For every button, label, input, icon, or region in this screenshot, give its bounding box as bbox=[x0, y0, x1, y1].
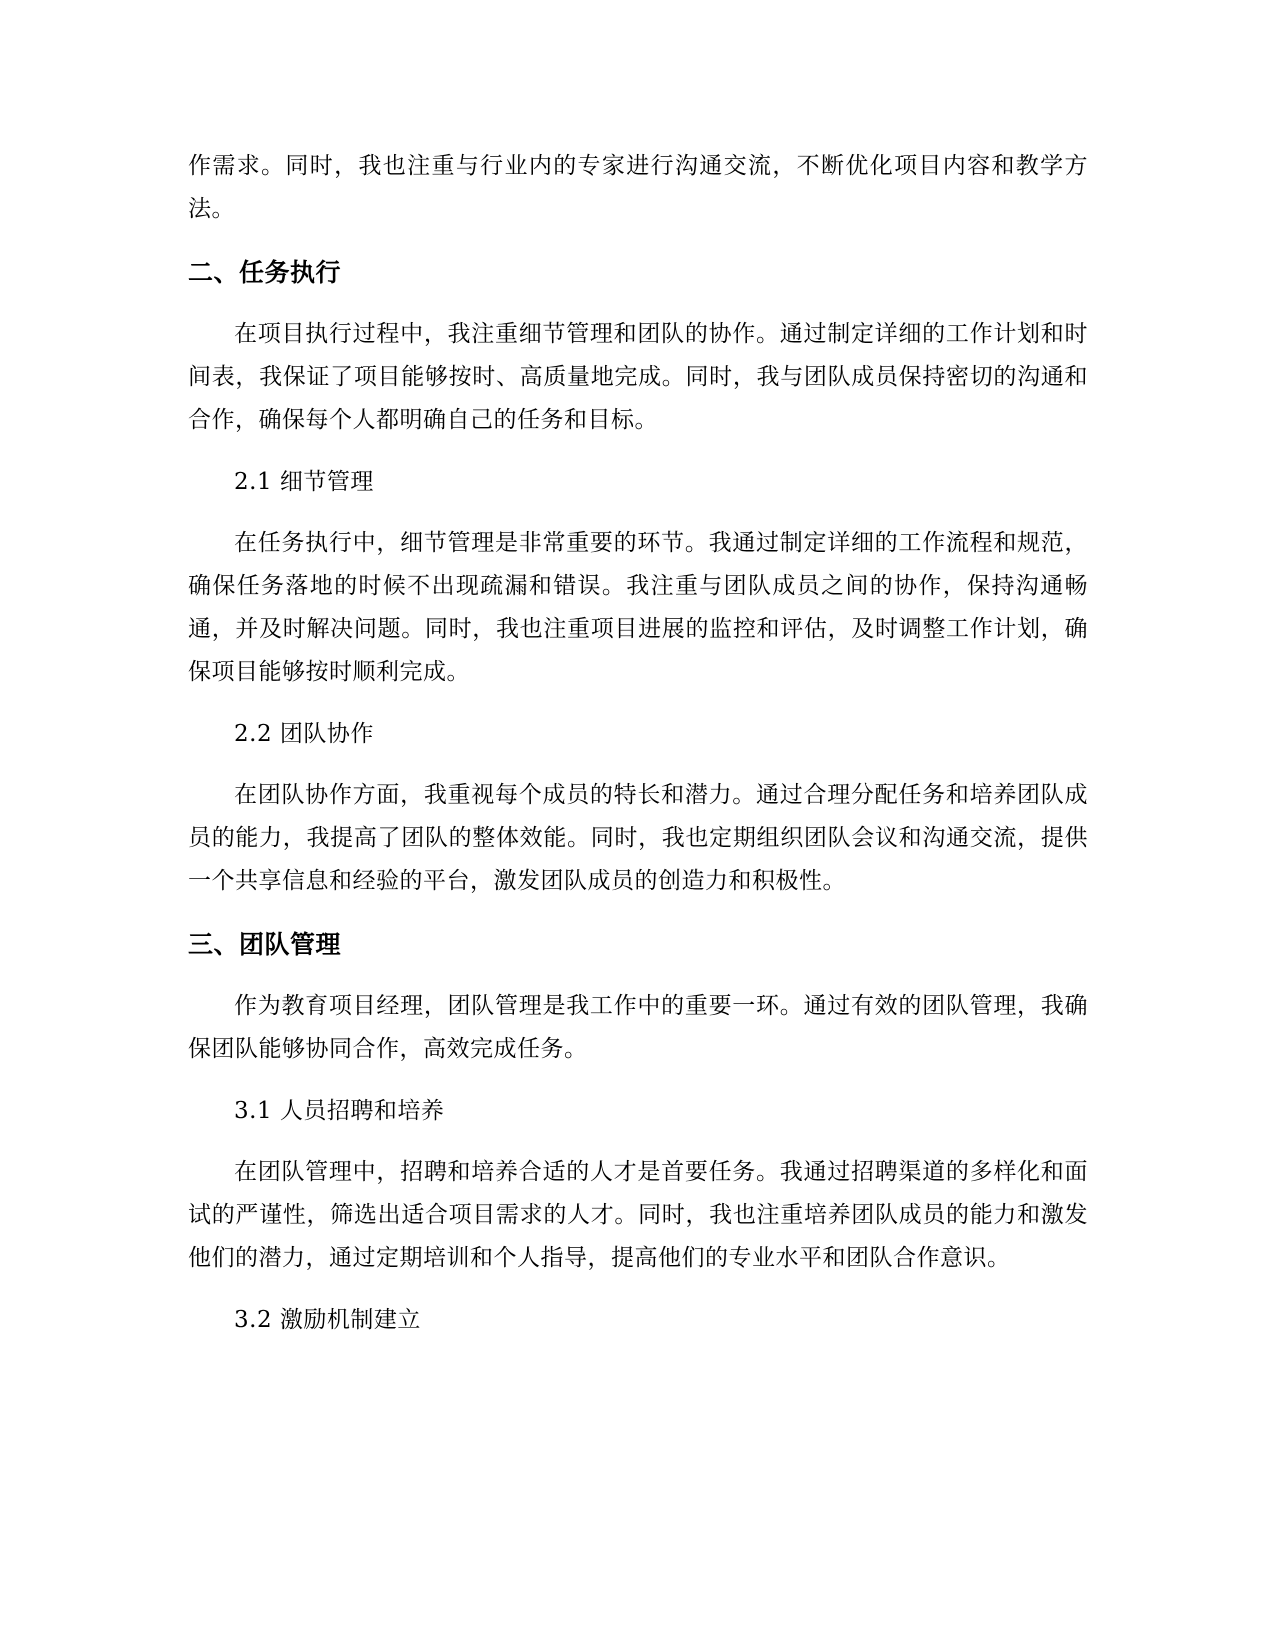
recruitment-training-paragraph: 在团队管理中，招聘和培养合适的人才是首要任务。我通过招聘渠道的多样化和面试的严谨性，筛选出适合项目需求的人才。同时，我也注重培养团队成员的能力和激发他们的潜力，通过定期培训和个人指导，提高他们的专业水平和团队合作意识。 bbox=[188, 1159, 1088, 1271]
section3-intro-paragraph: 作为教育项目经理，团队管理是我工作中的重要一环。通过有效的团队管理，我确保团队能够协同合作，高效完成任务。 bbox=[188, 993, 1088, 1062]
section-heading-task-execution: 二、任务执行 bbox=[188, 258, 342, 287]
intro-paragraph: 作需求。同时，我也注重与行业内的专家进行沟通交流，不断优化项目内容和教学方法。 bbox=[188, 153, 1088, 222]
team-collaboration-paragraph: 在团队协作方面，我重视每个成员的特长和潜力。通过合理分配任务和培养团队成员的能力，我提高了团队的整体效能。同时，我也定期组织团队会议和沟通交流，提供一个共享信息和经验的平台，激发团队成员的创造力和积极性。 bbox=[188, 782, 1088, 894]
subheading-detail-management: 2.1 细节管理 bbox=[234, 469, 374, 495]
subheading-incentive-mechanism: 3.2 激励机制建立 bbox=[234, 1307, 421, 1333]
section2-intro-paragraph: 在项目执行过程中，我注重细节管理和团队的协作。通过制定详细的工作计划和时间表，我保证了项目能够按时、高质量地完成。同时，我与团队成员保持密切的沟通和合作，确保每个人都明确自己的任务和目标。 bbox=[188, 321, 1088, 433]
detail-management-paragraph: 在任务执行中，细节管理是非常重要的环节。我通过制定详细的工作流程和规范，确保任务落地的时候不出现疏漏和错误。我注重与团队成员之间的协作，保持沟通畅通，并及时解决问题。同时，我也注重项目进展的监控和评估，及时调整工作计划，确保项目能够按时顺利完成。 bbox=[188, 530, 1088, 685]
document-body bbox=[188, 145, 1088, 1340]
subheading-team-collaboration: 2.2 团队协作 bbox=[234, 721, 374, 747]
subheading-recruitment-training: 3.1 人员招聘和培养 bbox=[234, 1098, 445, 1124]
section-heading-team-management: 三、团队管理 bbox=[188, 930, 342, 959]
